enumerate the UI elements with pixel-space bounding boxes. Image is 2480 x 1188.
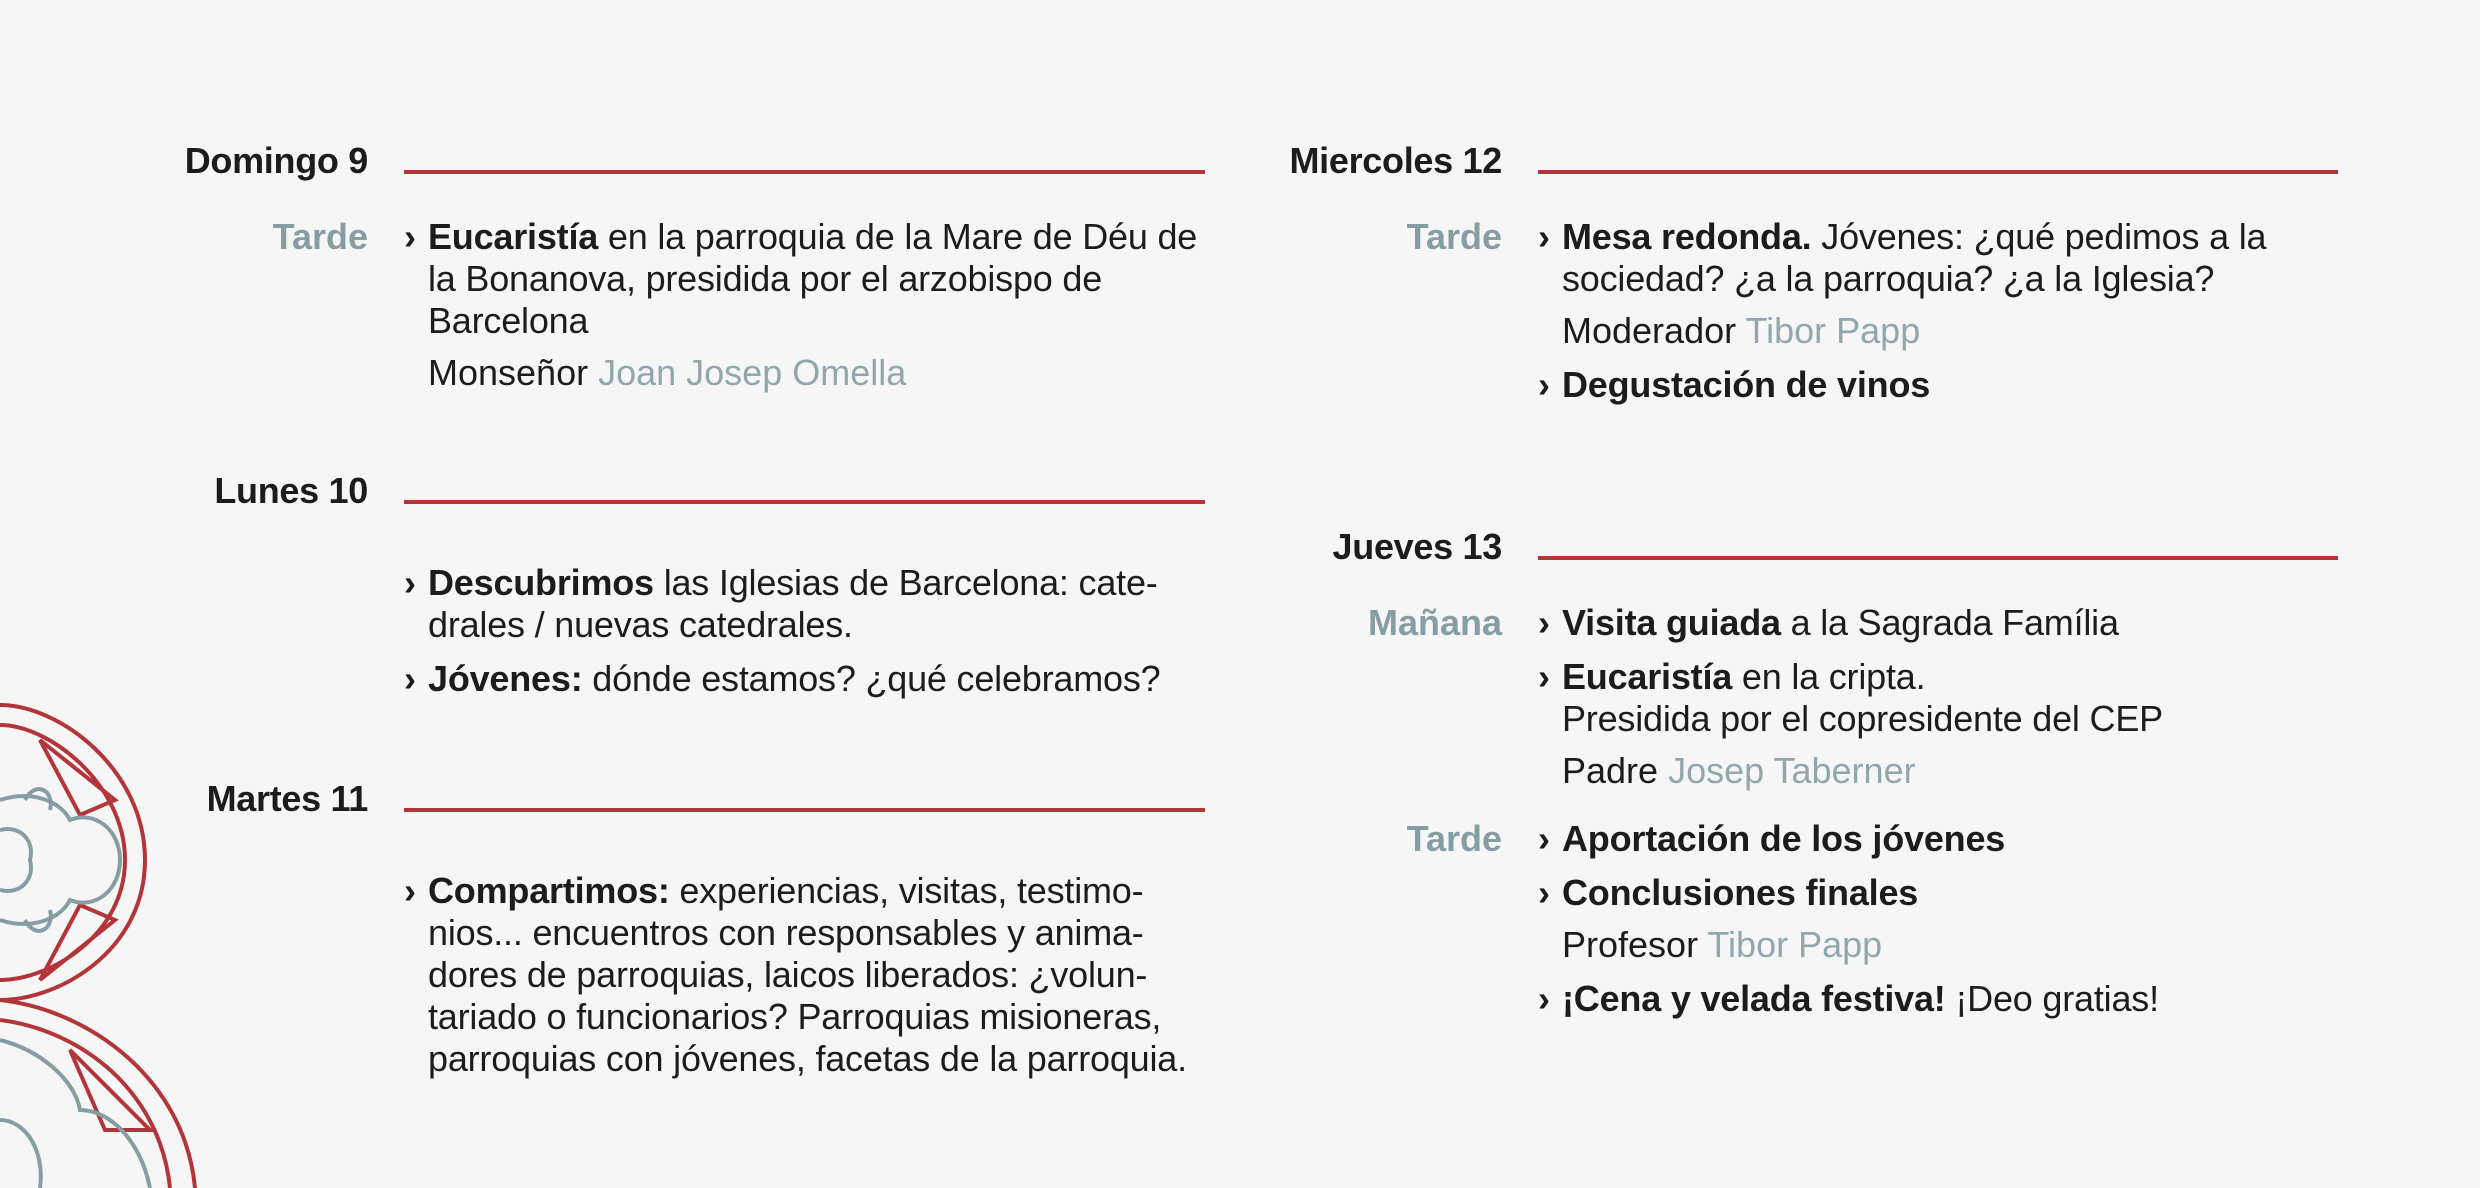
speaker-role: Profesor xyxy=(1562,924,1708,965)
agenda-item xyxy=(1538,216,2338,300)
speaker-name: Tibor Papp xyxy=(1745,310,1921,351)
agenda-item xyxy=(1538,978,2338,1020)
item-text: en la parroquia de la Mare de Déu de la Bonanova, presidida por el arzobispo de Barcelona xyxy=(428,216,1198,341)
speaker-name: Joan Josep Omella xyxy=(598,352,907,393)
day-miercoles xyxy=(1134,140,2338,406)
day-title: Lunes 10 xyxy=(214,470,368,511)
day-title: Jueves 13 xyxy=(1332,526,1502,567)
speaker-line xyxy=(1538,310,2338,352)
agenda-item xyxy=(1538,818,2338,860)
day-title: Martes 11 xyxy=(206,778,368,819)
item-title: Eucaristía xyxy=(428,216,599,257)
item-title: Degustación de vinos xyxy=(1562,364,1931,405)
agenda-item xyxy=(404,870,1205,1080)
item-title: Mesa redonda. xyxy=(1562,216,1812,257)
day-jueves xyxy=(1134,526,2338,1020)
speaker-name: Josep Taberner xyxy=(1668,750,1916,791)
speaker-role: Padre xyxy=(1562,750,1669,791)
time-slot-block xyxy=(1134,818,2338,1020)
day-title: Miercoles 12 xyxy=(1289,140,1502,181)
time-slot-label: Tarde xyxy=(1406,216,1502,257)
item-text: ¡Deo gratias! xyxy=(1945,978,2159,1019)
day-lunes xyxy=(0,470,1205,700)
item-title: Jóvenes: xyxy=(428,658,583,699)
time-slot-block xyxy=(0,870,1205,1080)
item-text: las Iglesias de Barcelona: cate-drales / nuevas catedrales. xyxy=(428,562,1158,645)
divider-rule xyxy=(404,808,1205,812)
time-slot-block xyxy=(0,562,1205,700)
agenda-item xyxy=(1538,364,2338,406)
day-header xyxy=(0,778,1205,838)
speaker-line xyxy=(404,352,1205,394)
time-slot-label: Mañana xyxy=(1367,602,1502,643)
item-text: en la cripta. xyxy=(1732,656,1926,697)
divider-rule xyxy=(1538,556,2338,560)
day-martes xyxy=(0,778,1205,1080)
time-slot-label: Tarde xyxy=(272,216,368,257)
item-title: Eucaristía xyxy=(1562,656,1733,697)
day-title: Domingo 9 xyxy=(184,140,368,181)
item-text: experiencias, visitas, testimo-nios... encuentros con responsables y anima-dores de parroquias, laicos liberados: ¿volun-tariado o funcionarios? Parroquias misioneras, parroquias con jóvenes, facetas de la parroquia. xyxy=(428,870,1187,1079)
divider-rule xyxy=(404,500,1205,504)
agenda-item xyxy=(404,658,1205,700)
speaker-line xyxy=(1538,924,2338,966)
divider-rule xyxy=(404,170,1205,174)
item-title: Aportación de los jóvenes xyxy=(1562,818,2006,859)
item-title: Compartimos: xyxy=(428,870,670,911)
speaker-role: Monseñor xyxy=(428,352,599,393)
item-text: Jóvenes: ¿qué pedimos a la sociedad? ¿a la parroquia? ¿a la Iglesia? xyxy=(1562,216,2267,299)
speaker-line xyxy=(1538,750,2338,792)
speaker-role: Moderador xyxy=(1562,310,1746,351)
item-title: Conclusiones finales xyxy=(1562,872,1919,913)
agenda-item xyxy=(1538,872,2338,914)
agenda-item xyxy=(404,216,1205,342)
agenda-item xyxy=(1538,602,2338,644)
agenda-item xyxy=(404,562,1205,646)
item-title: Descubrimos xyxy=(428,562,654,603)
day-domingo xyxy=(0,140,1205,394)
day-header xyxy=(1134,526,2338,586)
item-text: a la Sagrada Família xyxy=(1780,602,2119,643)
time-slot-block xyxy=(1134,216,2338,406)
time-slot-block xyxy=(1134,602,2338,792)
item-text: Presidida por el copresidente del CEP xyxy=(1562,698,2163,739)
day-header xyxy=(0,140,1205,200)
divider-rule xyxy=(1538,170,2338,174)
item-title: ¡Cena y velada festiva! xyxy=(1562,978,1946,1019)
time-slot-label: Tarde xyxy=(1406,818,1502,859)
day-header xyxy=(1134,140,2338,200)
agenda-item xyxy=(1538,656,2338,740)
item-text: dónde estamos? ¿qué celebramos? xyxy=(582,658,1161,699)
speaker-name: Tibor Papp xyxy=(1707,924,1883,965)
time-slot-block xyxy=(0,216,1205,394)
day-header xyxy=(0,470,1205,530)
item-title: Visita guiada xyxy=(1562,602,1781,643)
